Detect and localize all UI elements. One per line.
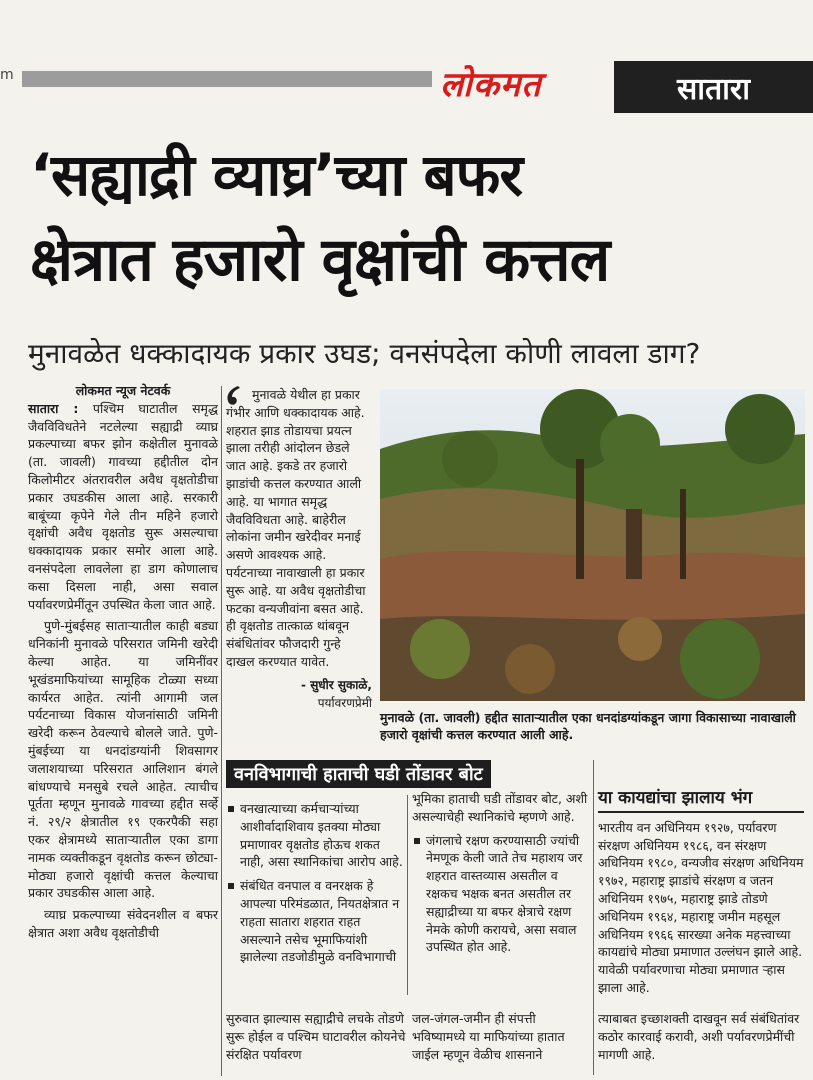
paragraph-text: पश्चिम घाटातील समृद्ध जैवविविधतेने नटलेल्या सह्याद्री व्याघ्र प्रकल्पाच्या बफर झोन कक्षेतील मुनावळे (ता. जावली) गावच्या हद्दीतील दोन किलोमीटर अंतरावरील अवैध वृक्षतोडीचा प्रकार उघडकीस आला आहे. सरकारी बाबूंच्या कृपेने गेले तीन महिने हजारो वृक्षांची अवैध वृक्षतोड सुरू असल्याचा धक्कादायक प्रकार समोर आला आहे. वनसंपदेला लावलेला हा डाग कोणालाच कसा दिसला नाही, असा सवाल पर्यावरणप्रेमींतून उपस्थित केला जात आहे. <box>28 400 218 612</box>
masthead-rule <box>22 71 432 87</box>
sidebar-text: भूमिका हाताची घडी तोंडावर बोट, अशी असल्याचेही स्थानिकांचे म्हणणे आहे. <box>412 791 588 824</box>
article-continuation-2: जल-जंगल-जमीन ही संपत्ती भविष्यामध्ये या माफियांच्या हातात जाईल म्हणून वेळीच शासनाने <box>412 1011 565 1062</box>
article-paragraph: व्याघ्र प्रकल्पाच्या संवेदनशील व बफर क्षेत्रात अशा अवैध वृक्षतोडीची <box>28 907 218 940</box>
sidebar-heading: वनविभागाची हाताची घडी तोंडावर बोट <box>226 760 491 788</box>
quote-text: मुनावळे येथील हा प्रकार गंभीर आणि धक्कादायक आहे. शहरात झाड तोडायचा प्रयत्न झाला तरीही आंदोलन छेडले जात आहे. इकडे तर हजारो झाडांची कत्तल करण्यात आली आहे. या भागात समृद्ध जैवविविधता आहे. बाहेरील लोकांना जमीन खरेदीवर मनाई असणे आवश्यक आहे. पर्यटनाच्या नावाखाली हा प्रकार सुरू आहे. या अवैध वृक्षतोडीचा फटका वन्यजीवांना बसत आहे. ही वृक्षतोड तात्काळ थांबवून संबंधितांवर फौजदारी गुन्हे दाखल करण्यात यावेत. <box>226 387 366 669</box>
masthead <box>0 55 813 115</box>
laws-box <box>598 790 804 997</box>
deforestation-photo-illustration <box>380 389 805 701</box>
column-divider <box>593 760 594 1075</box>
article-photo <box>380 389 805 701</box>
masthead-edge-letter: m <box>0 67 14 83</box>
newspaper-logo: लोकमत <box>440 65 542 105</box>
dateline: सातारा : <box>28 400 79 416</box>
subheadline: मुनावळेत धक्कादायक प्रकार उघड; वनसंपदेला कोणी लावला डाग? <box>28 337 701 370</box>
quote-signature: - सुधीर सुकाळे, <box>301 677 372 692</box>
headline-line-1: ‘सह्याद्री व्याघ्र’च्या बफर <box>30 141 523 209</box>
sidebar-bullet: संबंधित वनपाल व वनरक्षक हे आपल्या परिमंडळात, नियतक्षेत्रात न राहता सातारा शहरात राहत असल्याने तसेच भूमाफियांशी झालेल्या तडजोडीमुळे वनविभागाची <box>226 877 404 966</box>
sidebar-column-2 <box>412 790 590 962</box>
article-column-1 <box>28 382 218 946</box>
article-continuation-3: त्याबाबत इच्छाशक्ती दाखवून सर्व संबंधितांवर कठोर कारवाई करावी, अशी पर्यावरणप्रेमींची मागणी आहे. <box>598 1011 800 1062</box>
sidebar-column-1 <box>226 800 404 972</box>
article-continuation-1: सुरुवात झाल्यास सह्याद्रीचे लचके तोडणे सुरू होईल व पश्चिम घाटावरील कोयनेचे संरक्षित पर्यावरण <box>226 1011 406 1062</box>
quote-role: पर्यावरणप्रेमी <box>317 695 372 710</box>
article-paragraph: पुणे-मुंबईसह साताऱ्यातील काही बड्या धनिकांनी मुनावळे परिसरात जमिनी खरेदी केल्या आहेत. या जमिनींवर भूखंडमाफियांच्या सामूहिक टोळ्या सध्या कार्यरत आहेत. त्यांनी आगामी जल पर्यटनाच्या विकास योजनांसाठी जमिनी खरेदी करून ठेवल्याचे बोलले जाते. पुणे-मुंबईच्या या धनदांडग्यांनी शिवसागर जलाशयाच्या परिसरात आलिशान बंगले बांधण्याचे मनसुबे रचले आहेत. त्याचीच पूर्तता म्हणून मुनावळे गावच्या हद्दीत सर्व्हे नं. २९/२ क्षेत्रातील १९ एकरपैकी सहा एकर क्षेत्रामध्ये साताऱ्यातील एका डागा नामक व्यक्तीकडून वृक्षतोड करून छोट्या-मोठ्या हजारो वृक्षांची कत्तल केल्याचा प्रकार उघडकीस आला आहे. <box>28 618 218 901</box>
quote-box <box>226 386 372 712</box>
article-paragraph <box>28 400 218 614</box>
edition-city-label: सातारा <box>614 61 813 113</box>
laws-heading: या कायद्यांचा झालाय भंग <box>598 790 804 813</box>
column-divider <box>221 386 222 1076</box>
headline-line-2: क्षेत्रात हजारो वृक्षांची कत्तल <box>30 225 610 295</box>
column-divider <box>407 795 408 995</box>
byline: लोकमत न्यूज नेटवर्क <box>75 383 171 398</box>
sidebar-bullet: वनखात्याच्या कर्मचाऱ्यांच्या आशीर्वादाशिवाय इतक्या मोठ्या प्रमाणावर वृक्षतोड होऊच शकत नाही, असा स्थानिकांचा आरोप आहे. <box>226 800 404 871</box>
quote-mark-icon <box>224 384 244 408</box>
photo-caption: मुनावळे (ता. जावली) हद्दीत साताऱ्यातील एका धनदांडग्यांकडून जागा विकासाच्या नावाखाली हजारो वृक्षांची कत्तल करण्यात आली आहे. <box>380 710 796 742</box>
sidebar-bullet: जंगलाचे रक्षण करण्यासाठी ज्यांची नेमणूक केली जाते तेच महाशय जर शहरात वास्तव्यास असतील व रक्षकच भक्षक बनत असतील तर सह्याद्रीच्या या बफर क्षेत्राचे रक्षण नेमके कोणी करायचे, असा सवाल उपस्थित होत आहे. <box>412 832 590 957</box>
laws-text: भारतीय वन अधिनियम १९२७, पर्यावरण संरक्षण अधिनियम १९८६, वन संरक्षण अधिनियम १९८०, वन्यजीव संरक्षण अधिनियम १९७२, महाराष्ट्र झाडांचे संरक्षण व जतन अधिनियम १९७५, महाराष्ट्र झाडे तोडणे अधिनियम १९६४, महाराष्ट्र जमीन महसूल अधिनियम १९६६ सारख्या अनेक महत्त्वाच्या कायद्यांचे मोठ्या प्रमाणात उल्लंघन झाले आहे. यावेळी पर्यावरणाचा मोठ्या प्रमाणात ऱ्हास झाला आहे. <box>598 819 804 995</box>
